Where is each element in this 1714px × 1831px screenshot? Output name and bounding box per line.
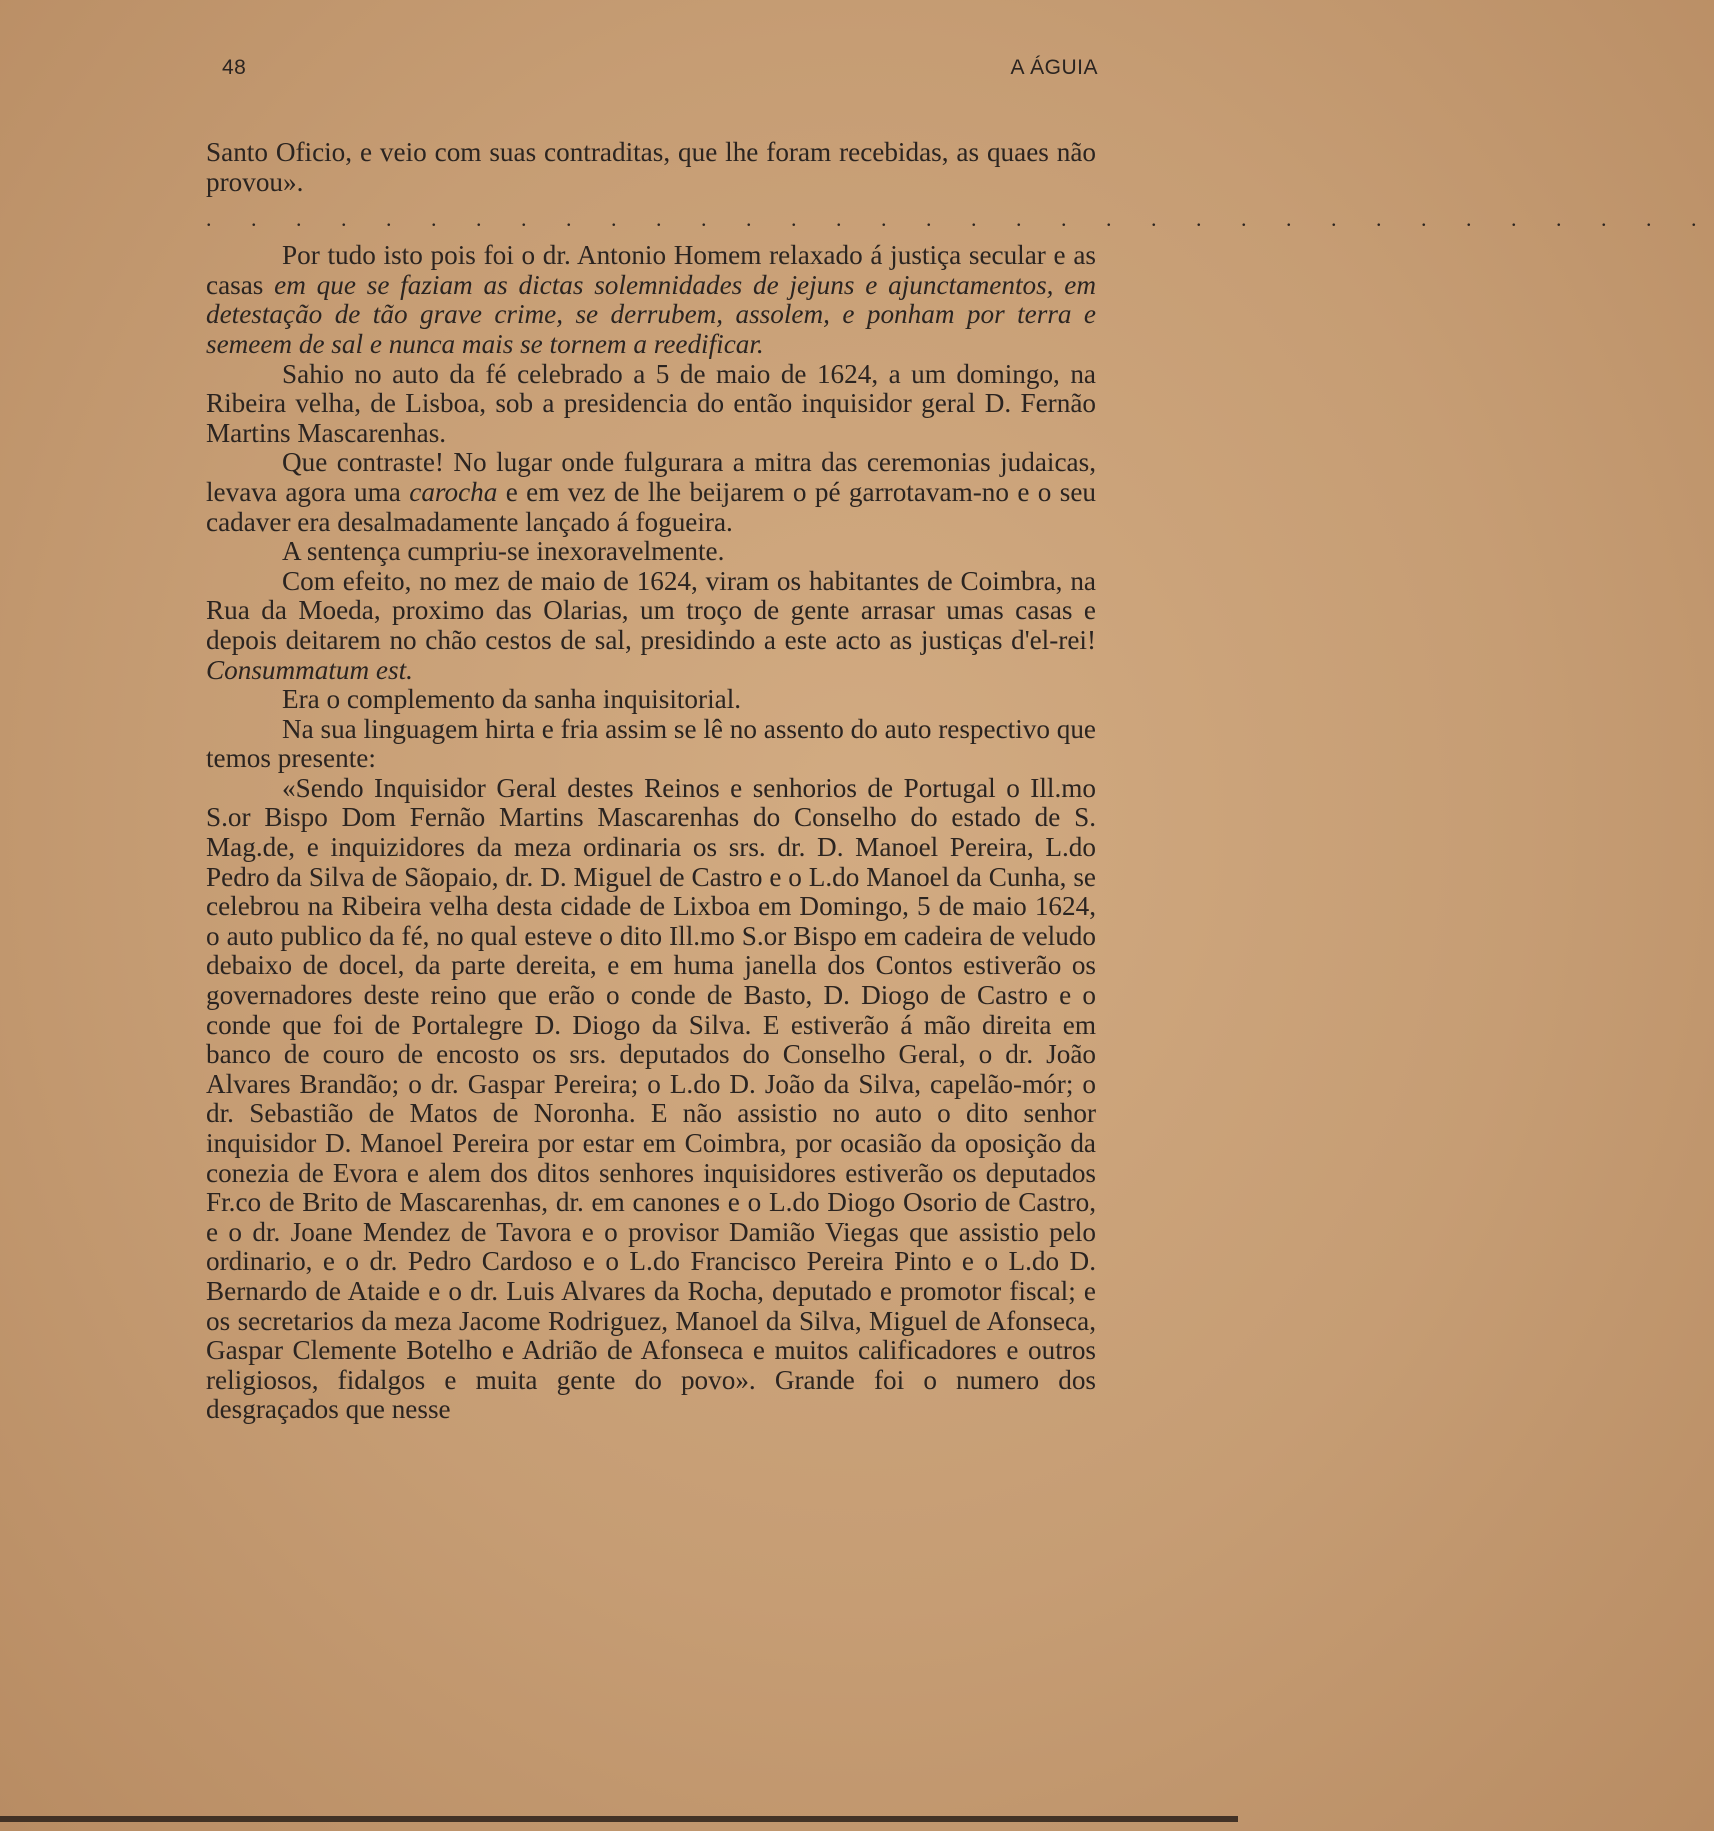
- italic-text: Consummatum est.: [206, 654, 413, 685]
- page-bottom-edge: [0, 1816, 1238, 1822]
- paragraph: Santo Oficio, e veio com suas contraditas, que lhe foram recebidas, as quaes não provou».: [206, 137, 1096, 197]
- page-header: [222, 56, 1098, 92]
- running-title: A ÁGUIA: [1010, 56, 1098, 79]
- paragraph: Sahio no auto da fé celebrado a 5 de maio de 1624, a um domingo, na Ribeira velha, de Lisboa, sob a presidencia do então inquisidor geral D. Fernão Martins Mascarenhas.: [206, 358, 1096, 448]
- paragraph: [206, 448, 1096, 537]
- page-number: 48: [222, 56, 247, 79]
- paragraph: [206, 567, 1096, 685]
- ellipsis-separator: . . . . . . . . . . . . . . . . . . . . . . . . . . . . . . . . . .: [206, 206, 1714, 232]
- quoted-record: «Sendo Inquisidor Geral destes Reinos e senhorios de Portugal o Ill.mo S.or Bispo Dom Fernão Martins Mascarenhas do Conselho do estado de S. Mag.de, e inquizidores da meza ordinaria os srs. dr. D. Manoel Pereira, L.do Pedro da Silva de Sãopaio, dr. D. Miguel de Castro e o L.do Manoel da Cunha, se celebrou na Ribeira velha desta cidade de Lixboa em Domingo, 5 de maio 1624, o auto publico da fé, no qual esteve o dito Ill.mo S.or Bispo em cadeira de veludo debaixo de docel, da parte dereita, e em huma janella dos Contos estiverão os governadores deste reino que erão o conde de Basto, D. Diogo de Castro e o conde que foi de Portalegre D. Diogo da Silva. E estiverão á mão direita em banco de couro de encosto os srs. deputados do Conselho Geral, o dr. João Alvares Brandão; o dr. Gaspar Pereira; o L.do D. João da Silva, capelão-mór; o dr. Sebastião de Matos de Noronha. E não assistio no auto o dito senhor inquisidor D. Manoel Pereira por estar em Coimbra, por ocasião da oposição da conezia de Evora e alem dos ditos senhores inquisidores estiverão os deputados Fr.co de Brito de Mascarenhas, dr. em canones e o L.do Diogo Osorio de Castro, e o dr. Joane Mendez de Tavora e o provisor Damião Viegas que assistio pelo ordinario, e o dr. Pedro Cardoso e o L.do Francisco Pereira Pinto e o L.do D. Bernardo de Ataide e o dr. Luis Alvares da Rocha, deputado e promotor fiscal; e os secretarios da meza Jacome Rodriguez, Manoel da Silva, Miguel de Afonseca, Gaspar Clemente Botelho e Adrião de Afonseca e muitos calificadores e outros religiosos, fidalgos e muita gente do povo». Grande foi o numero dos desgraçados que nesse: [206, 772, 1096, 1425]
- italic-text: carocha: [409, 476, 498, 507]
- italic-text: em que se faziam as dictas solemnidades de jejuns e ajunctamentos, em detestação de tão grave crime, se derrubem, assolem, e ponham por terra e semeem de sal e nunca mais se tornem a reedificar.: [206, 269, 1096, 359]
- text-run: e em vez de lhe beijarem o pé garrotavam-no e o seu cadaver era desalmadamente lançado á fogueira.: [206, 476, 1096, 537]
- paragraph: [206, 241, 1096, 359]
- paragraph: A sentença cumpriu-se inexoravelmente.: [282, 536, 725, 567]
- text-run: Com efeito, no mez de maio de 1624, viram os habitantes de Coimbra, na Rua da Moeda, proximo das Olarias, um troço de gente arrasar umas casas e depois deitarem no chão cestos de sal, presidindo a este acto as justiças d'el-rei!: [206, 565, 1096, 655]
- body-text: [206, 137, 1714, 1425]
- text-run: Que contraste! No lugar onde fulgurara a mitra das ceremonias judaicas, levava agora uma: [206, 447, 1096, 507]
- paragraph: Era o complemento da sanha inquisitorial.: [282, 684, 742, 715]
- paragraph: Na sua linguagem hirta e fria assim se lê no assento do auto respectivo que temos presente:: [206, 713, 1096, 774]
- text-run: Por tudo isto pois foi o dr. Antonio Homem relaxado á justiça secular e as casas: [206, 240, 1096, 300]
